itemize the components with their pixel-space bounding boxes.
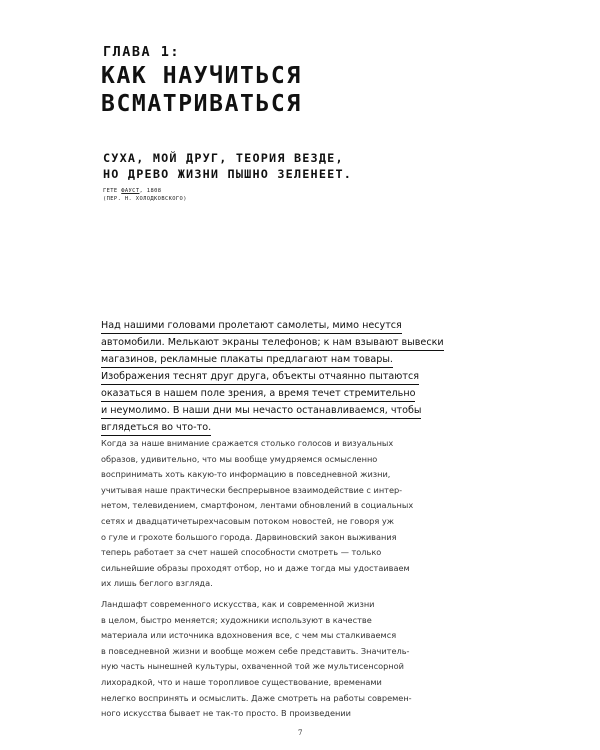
body-line: о гуле и грохоте большого города. Дарвиновский закон выживания	[101, 531, 397, 542]
lead-line: и неумолимо. В наши дни мы нечасто останавливаемся, чтобы	[101, 403, 421, 419]
lead-line: магазинов, рекламные плакаты предлагают нам товары.	[101, 352, 393, 368]
epigraph	[103, 150, 352, 182]
epigraph-translator: (ПЕР. Н. ХОЛОДКОВСКОГО)	[103, 196, 187, 202]
epigraph-line: НО ДРЕВО ЖИЗНИ ПЫШНО ЗЕЛЕНЕЕТ.	[103, 167, 353, 181]
body-paragraph-1	[101, 436, 461, 592]
body-line: Ландшафт современного искусства, как и современной жизни	[101, 599, 375, 609]
body-line: теперь работает за счет нашей способности смотреть — только	[101, 547, 382, 558]
chapter-title-line: КАК НАУЧИТЬСЯ	[101, 63, 302, 89]
body-line: ную часть нынешней культуры, охваченной той же мультисенсорной	[101, 661, 404, 672]
body-paragraph-2	[101, 597, 461, 722]
epigraph-work: ФАУСТ	[121, 188, 140, 194]
body-line: материала или источника вдохновения все, с чем мы сталкиваемся	[101, 630, 397, 641]
lead-line: оказаться в нашем поле зрения, а время течет стремительно	[101, 386, 415, 402]
lead-line: автомобили. Мелькают экраны телефонов; к нам взывают вывески	[101, 335, 444, 351]
chapter-title-line: ВСМАТРИВАТЬСЯ	[101, 91, 302, 117]
body-line: лихорадкой, что и наше торопливое существование, временами	[101, 676, 382, 687]
body-line: образов, удивительно, что мы вообще умудряемся осмысленно	[101, 453, 378, 464]
body-line: сильнейшие образы проходят отбор, но и даже тогда мы удостаиваем	[101, 562, 410, 573]
body-line: их лишь беглого взгляда.	[101, 578, 213, 589]
lead-line: Изображения теснят друг друга, объекты отчаянно пытаются	[101, 369, 419, 385]
body-line: нетом, телевидением, смартфоном, лентами обновлений в социальных	[101, 500, 414, 511]
body-line: Когда за наше внимание сражается столько голосов и визуальных	[101, 438, 394, 448]
chapter-label: ГЛАВА 1:	[103, 44, 181, 60]
epigraph-year: 1808	[146, 188, 162, 194]
chapter-title	[101, 62, 302, 118]
lead-paragraph	[101, 318, 444, 437]
epigraph-source: ГЕТЕ ФАУСТ, 1808 (ПЕР. Н. ХОЛОДКОВСКОГО)	[103, 188, 187, 202]
body-line: сетях и двадцатичетырехчасовым потоком новостей, не говоря уж	[101, 515, 395, 526]
body-line: ного искусства бывает не так-то просто. В произведении	[101, 708, 351, 719]
lead-line: Над нашими головами пролетают самолеты, мимо несутся	[101, 318, 402, 334]
body-line: нелегко воспринять и осмыслить. Даже смотреть на работы современ-	[101, 692, 412, 703]
epigraph-author: ГЕТЕ	[103, 188, 118, 194]
body-line: в целом, быстро меняется; художники используют в качестве	[101, 614, 372, 625]
epigraph-line: СУХА, МОЙ ДРУГ, ТЕОРИЯ ВЕЗДЕ,	[103, 151, 344, 165]
lead-line: вглядеться во что-то.	[101, 420, 211, 436]
body-line: в повседневной жизни и вообще можем себе представить. Значитель-	[101, 645, 410, 656]
body-line: учитывая наше практически беспрерывное взаимодействие с интер-	[101, 484, 403, 495]
body-line: воспринимать хоть какую-то информацию в повседневной жизни,	[101, 469, 391, 480]
page-number: 7	[298, 729, 303, 737]
